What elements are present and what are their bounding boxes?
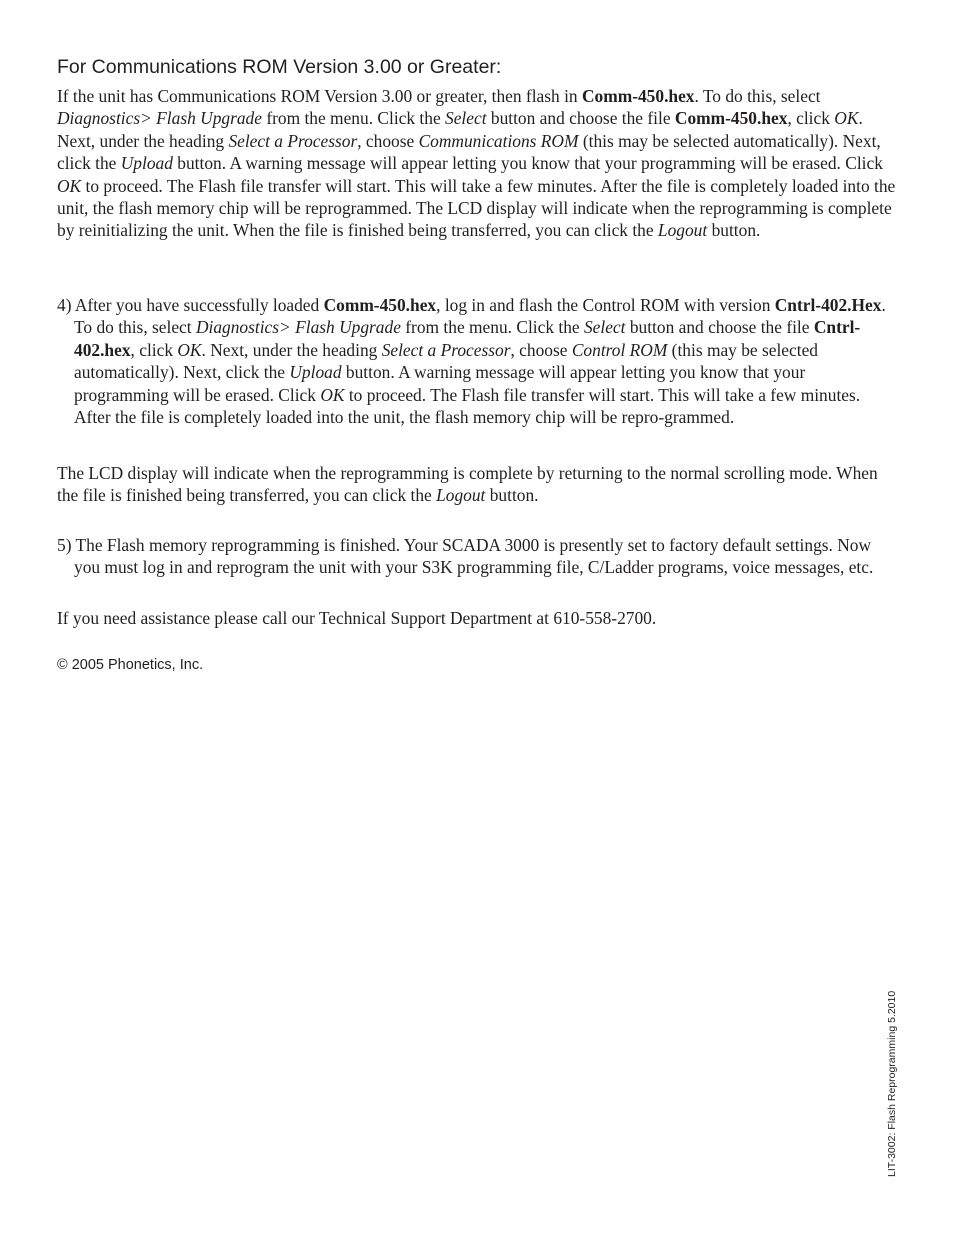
text-run: 4) After you have successfully loaded [57,295,324,315]
text-run: , choose [510,339,572,360]
logout-button-ref: Logout [436,485,486,506]
text-run: button. [485,485,539,506]
text-run: to proceed. The Flash file transfer will start. This will take a few minutes. After the file is completely loaded into the unit, the flash memory chip will be reprogrammed. The LCD display will indicate when the reprogramming is complete by reinitializing the unit. When the file is finished being transferred, you can click the [57,175,896,241]
ok-button-ref: OK [177,339,202,360]
text-run: (this may be selected automatically). Next, click the [74,339,818,383]
document-code-footer: LIT-3002: Flash Reprogramming 5.2010 [886,990,898,1177]
ok-button-ref: OK [57,175,82,196]
logout-button-ref: Logout [657,220,708,241]
copyright-notice: © 2005 Phonetics, Inc. [57,657,204,673]
filename-comm-450: Comm-450.hex [581,86,695,106]
text-run: button. A warning message will appear letting you know that your programming will be erased. Click [74,362,806,405]
filename-cntrl-402: Cntrl-402.Hex [774,295,882,315]
text-run: . To do this, select [694,86,821,106]
menu-path-flash-upgrade: Diagnostics> Flash Upgrade [57,108,262,129]
text-run: (this may be selected automatically). Next, click the [57,130,881,174]
text-run: , click [130,339,178,360]
text-run: button. A warning message will appear letting you know that your programming will be erased. Click [172,153,883,174]
step-4-paragraph [57,294,899,428]
step-5-paragraph: 5) The Flash memory reprogramming is finished. Your SCADA 3000 is presently set to factory default settings. Now you must log in and reprogram the unit with your S3K programming file, C/Ladder programs, voice messages, etc. [57,535,874,578]
text-run: . To do this, select [74,295,886,338]
text-run: , log in and flash the Control ROM with version [436,295,775,315]
text-run: to proceed. The Flash file transfer will start. This will take a few minutes. After the file is completely loaded into the unit, the flash memory chip will be repro-grammed. [74,384,861,428]
filename-comm-450: Comm-450.hex [323,295,437,315]
ok-button-ref: OK [834,108,859,129]
text-run: from the menu. Click the [261,108,446,129]
menu-path-flash-upgrade: Diagnostics> Flash Upgrade [195,317,401,338]
processor-ref-control-rom: Control ROM [571,339,668,360]
support-contact: If you need assistance please call our Technical Support Department at 610-558-2700. [57,608,657,628]
text-run: If the unit has Communications ROM Version 3.00 or greater, then flash in [57,86,582,106]
text-run: from the menu. Click the [400,317,584,338]
heading-ref-select-processor: Select a Processor [381,339,511,360]
text-run: button. [707,220,761,241]
upload-button-ref: Upload [289,362,342,383]
text-run: button and choose the file [625,317,814,338]
text-run: . Next, under the heading [201,339,382,360]
paragraph-comm-rom [57,85,899,242]
ok-button-ref: OK [320,384,345,405]
filename-cntrl-402: Cntrl-402.hex [74,317,861,360]
text-run: The LCD display will indicate when the reprogramming is complete by returning to the normal scrolling mode. When the file is finished being transferred, you can click the [57,463,878,506]
paragraph-lcd-display [57,462,899,507]
text-run: , click [787,108,835,129]
select-button-ref: Select [583,317,626,338]
upload-button-ref: Upload [120,153,173,174]
processor-ref-comm-rom: Communications ROM [418,130,579,151]
filename-comm-450: Comm-450.hex [674,108,788,129]
text-run: . Next, under the heading [57,108,863,151]
text-run: , choose [357,130,419,151]
select-button-ref: Select [445,108,487,129]
section-heading: For Communications ROM Version 3.00 or Greater: [57,56,502,78]
heading-ref-select-processor: Select a Processor [228,130,358,151]
text-run: button and choose the file [486,108,675,129]
